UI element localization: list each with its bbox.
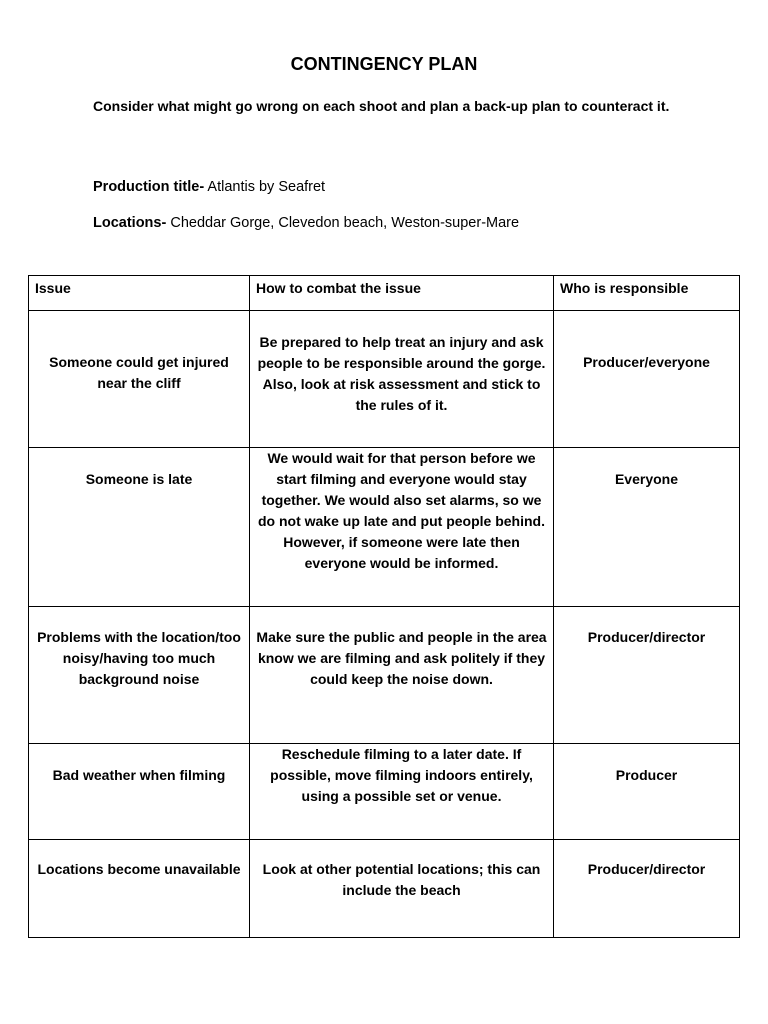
production-title-value: Atlantis by Seafret — [207, 179, 326, 195]
issue-cell: Problems with the location/too noisy/having too much background noise — [29, 607, 250, 744]
issue-cell: Locations become unavailable — [29, 840, 250, 938]
table-row — [29, 744, 740, 840]
combat-cell: Be prepared to help treat an injury and ask people to be responsible around the gorge. Also, look at risk assessment and stick to the rules of it. — [250, 311, 554, 448]
intro-text: Consider what might go wrong on each shoot and plan a back-up plan to counteract it. — [93, 98, 670, 114]
production-title-label: Production title- — [93, 179, 205, 195]
issue-cell: Someone could get injured near the cliff — [29, 311, 250, 448]
combat-cell: Make sure the public and people in the area know we are filming and ask politely if they could keep the noise down. — [250, 607, 554, 744]
table-header-row — [29, 276, 740, 311]
header-issue: Issue — [29, 276, 250, 311]
combat-cell: Reschedule filming to a later date. If possible, move filming indoors entirely, using a possible set or venue. — [250, 744, 554, 840]
responsible-cell: Everyone — [554, 448, 740, 607]
page-title: CONTINGENCY PLAN — [290, 54, 478, 74]
header-combat: How to combat the issue — [250, 276, 554, 311]
locations-line — [93, 215, 519, 231]
issue-cell: Bad weather when filming — [29, 744, 250, 840]
table-row — [29, 311, 740, 448]
responsible-cell: Producer/director — [554, 607, 740, 744]
header-responsible: Who is responsible — [554, 276, 740, 311]
locations-label: Locations- — [93, 215, 167, 231]
issue-cell: Someone is late — [29, 448, 250, 607]
combat-cell: Look at other potential locations; this can include the beach — [250, 840, 554, 938]
table-row — [29, 607, 740, 744]
table-row — [29, 840, 740, 938]
production-title-line — [93, 179, 325, 195]
responsible-cell: Producer/everyone — [554, 311, 740, 448]
combat-cell: We would wait for that person before we start filming and everyone would stay together. We would also set alarms, so we do not wake up late and put people behind. However, if someone were late then everyone would be informed. — [250, 448, 554, 607]
contingency-table — [28, 275, 740, 938]
locations-value: Cheddar Gorge, Clevedon beach, Weston-super-Mare — [170, 215, 520, 231]
table-row — [29, 448, 740, 607]
responsible-cell: Producer — [554, 744, 740, 840]
responsible-cell: Producer/director — [554, 840, 740, 938]
